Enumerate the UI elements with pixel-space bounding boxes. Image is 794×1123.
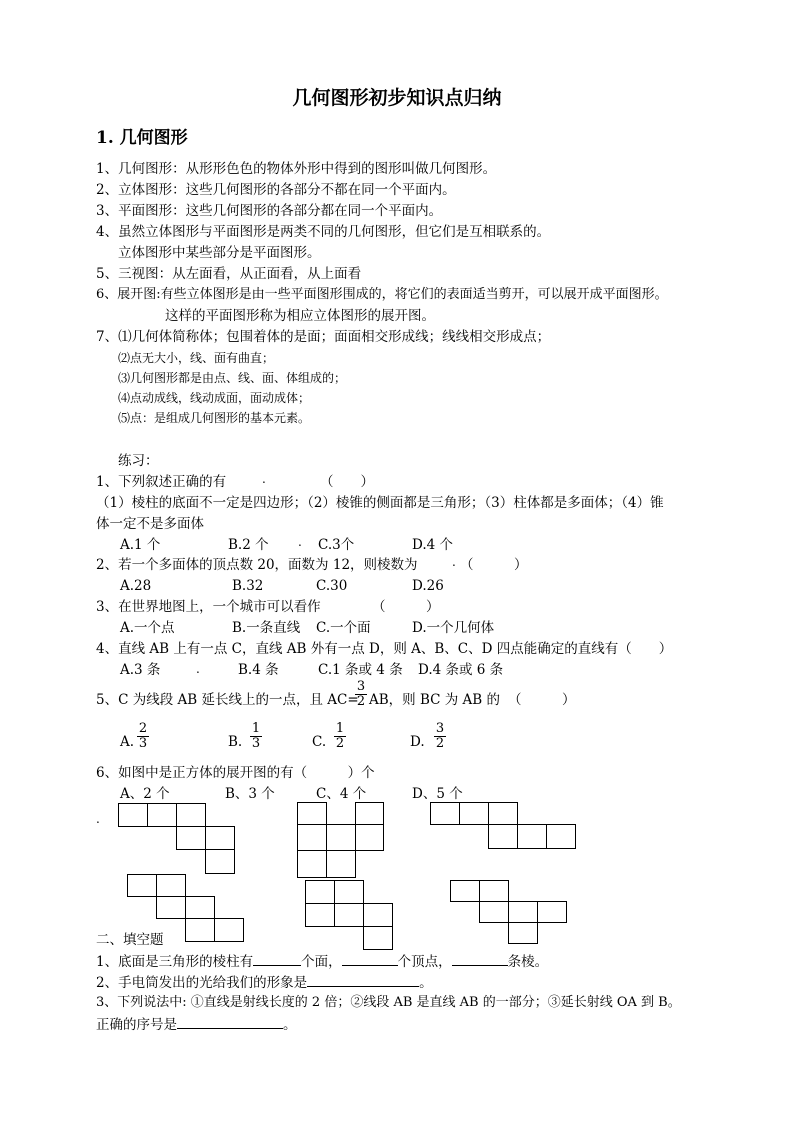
- q1-stem: 1、下列叙述正确的有: [96, 474, 227, 490]
- q5-option-a-label: A.: [120, 734, 135, 750]
- subpoint-5: ⑸点：是组成几何图形的基本元素。: [118, 411, 311, 425]
- fill-q3: 3、下列说法中: ①直线是射线长度的 2 倍；②线段 AB 是直线 AB 的一部分；③延长射线 OA 到 B。: [96, 995, 681, 1010]
- q2-option-d: D.26: [412, 578, 444, 594]
- q5-fraction-denominator: 2: [356, 694, 366, 709]
- q5-stem-continued: AB，则 BC 为 AB 的: [369, 692, 501, 708]
- stray-dot: .: [452, 555, 456, 569]
- fraction-denominator: 3: [138, 736, 148, 751]
- q3-answer-paren: （ ）: [372, 599, 440, 615]
- q4-option-a: A.3 条: [120, 662, 161, 678]
- fill-q2-blank[interactable]: [307, 974, 419, 987]
- subpoint-4: ⑷点动成线，线动成面，面动成体；: [118, 391, 311, 405]
- fill-q3-blank[interactable]: [177, 1016, 283, 1029]
- q4-stem: 4、直线 AB 上有一点 C，直线 AB 外有一点 D，则 A、B、C、D 四点能确定的直线有（ ）: [96, 641, 673, 657]
- q1-statements-continued: 体一定不是多面体: [96, 516, 204, 532]
- q5-option-b-fraction: [250, 722, 262, 751]
- q6-option-a: A、2 个: [120, 786, 170, 802]
- q6-option-c: C、4 个: [316, 786, 367, 802]
- q3-option-c: C.一个面: [316, 620, 371, 636]
- fill-q2-text: 。: [419, 975, 433, 991]
- fill-q2-text: 2、手电筒发出的光给我们的形象是: [96, 975, 308, 991]
- q5-fraction-numerator: 3: [356, 679, 366, 694]
- point-1: 1、几何图形：从形形色色的物体外形中得到的图形叫做几何图形。: [96, 161, 497, 177]
- q5-option-d-label: D.: [410, 734, 425, 750]
- point-6: 6、展开图:有些立体图形是由一些平面图形围成的，将它们的表面适当剪开，可以展开成平面图形。: [96, 287, 668, 302]
- q6-stem: 6、如图中是正方体的展开图的有（ ）个: [96, 765, 375, 781]
- q2-answer-paren: （ ）: [460, 557, 528, 573]
- fill-q2: [96, 974, 433, 991]
- fill-q3-answer: [96, 1016, 297, 1033]
- point-2: 2、立体图形：这些几何图形的各部分不都在同一个平面内。: [96, 182, 456, 198]
- cube-net-5: [305, 880, 397, 952]
- section-heading-fill-in: 二、填空题: [96, 932, 164, 948]
- fill-q3-text: 正确的序号是: [96, 1017, 177, 1033]
- fraction-denominator: 2: [435, 736, 445, 751]
- q4-option-d: D.4 条或 6 条: [418, 662, 504, 678]
- q4-option-b: B.4 条: [238, 662, 279, 678]
- fill-q1-blank-edges[interactable]: [452, 953, 508, 966]
- q1-option-c: C.3个: [318, 537, 355, 553]
- point-4-continued: 立体图形中某些部分是平面图形。: [118, 245, 321, 261]
- fill-q1-text: 1、底面是三角形的棱柱有: [96, 954, 254, 970]
- q3-option-d: D.一个几何体: [412, 620, 495, 636]
- fill-q1-blank-vertices[interactable]: [342, 953, 398, 966]
- q1-statements: （1）棱柱的底面不一定是四边形；（2）棱锥的侧面都是三角形；（3）柱体都是多面体；（4）锥: [96, 495, 664, 511]
- q5-answer-paren: （ ）: [508, 692, 576, 708]
- stray-dot: .: [96, 812, 100, 826]
- stray-dot: .: [196, 662, 200, 676]
- stray-dot: .: [262, 472, 266, 486]
- q2-option-b: B.32: [232, 578, 264, 594]
- point-4: 4、虽然立体图形与平面图形是两类不同的几何图形，但它们是互相联系的。: [96, 224, 551, 240]
- page-title: 几何图形初步知识点归纳: [292, 87, 502, 109]
- q2-option-a: A.28: [120, 578, 152, 594]
- point-7: 7、⑴几何体简称体；包围着体的是面；面面相交形成线；线线相交形成点；: [96, 329, 551, 345]
- q5-option-c-label: C.: [312, 734, 327, 750]
- q3-stem: 3、在世界地图上，一个城市可以看作: [96, 599, 321, 615]
- fill-q3-text: 。: [283, 1017, 297, 1033]
- cube-net-6: [450, 880, 572, 946]
- q1-option-d: D.4 个: [412, 537, 454, 553]
- fill-q1-text: 个面，: [301, 954, 342, 970]
- fill-q1-text: 条棱。: [507, 954, 549, 970]
- q2-option-c: C.30: [316, 578, 348, 594]
- point-5: 5、三视图：从左面看，从正面看，从上面看: [96, 266, 362, 282]
- cube-net-2: [297, 802, 387, 882]
- point-6-continued: 这样的平面图形称为相应立体图形的展开图。: [165, 308, 435, 324]
- stray-dot: .: [298, 535, 302, 549]
- q5-stem: 5、C 为线段 AB 延长线上的一点，且 AC=: [96, 692, 359, 708]
- subpoint-3: ⑶几何图形都是由点、线、面、体组成的；: [118, 371, 347, 385]
- fill-q1: [96, 953, 548, 970]
- fraction-numerator: 1: [251, 721, 261, 736]
- fraction-numerator: 3: [435, 721, 445, 736]
- q5-option-d-fraction: [434, 722, 446, 751]
- q1-answer-paren: （ ）: [320, 474, 374, 490]
- q1-option-a: A.1 个: [120, 537, 161, 553]
- fill-q1-blank-faces[interactable]: [253, 953, 301, 966]
- fraction-denominator: 2: [335, 736, 345, 751]
- q3-option-a: A.一个点: [120, 620, 175, 636]
- q1-option-b: B.2 个: [228, 537, 269, 553]
- fraction-numerator: 1: [335, 721, 345, 736]
- q5-option-c-fraction: [334, 722, 346, 751]
- cube-net-1: [118, 803, 238, 875]
- section-heading-geometry: 1. 几何图形: [96, 128, 188, 148]
- q4-option-c: C.1 条或 4 条: [318, 662, 403, 678]
- q5-fraction: [355, 680, 367, 709]
- q6-option-d: D、5 个: [412, 786, 463, 802]
- q2-stem: 2、若一个多面体的顶点数 20，面数为 12，则棱数为: [96, 557, 418, 573]
- fraction-denominator: 3: [251, 736, 261, 751]
- subpoint-2: ⑵点无大小，线、面有曲直；: [118, 351, 275, 365]
- q3-option-b: B.一条直线: [232, 620, 301, 636]
- q6-option-b: B、3 个: [225, 786, 275, 802]
- cube-net-3: [430, 802, 580, 852]
- q5-option-a-fraction: [137, 722, 149, 751]
- fraction-numerator: 2: [138, 721, 148, 736]
- point-3: 3、平面图形：这些几何图形的各部分都在同一个平面内。: [96, 203, 443, 219]
- practice-label: 练习：: [118, 453, 159, 469]
- q5-option-b-label: B.: [228, 734, 243, 750]
- fill-q1-text: 个顶点，: [397, 954, 452, 970]
